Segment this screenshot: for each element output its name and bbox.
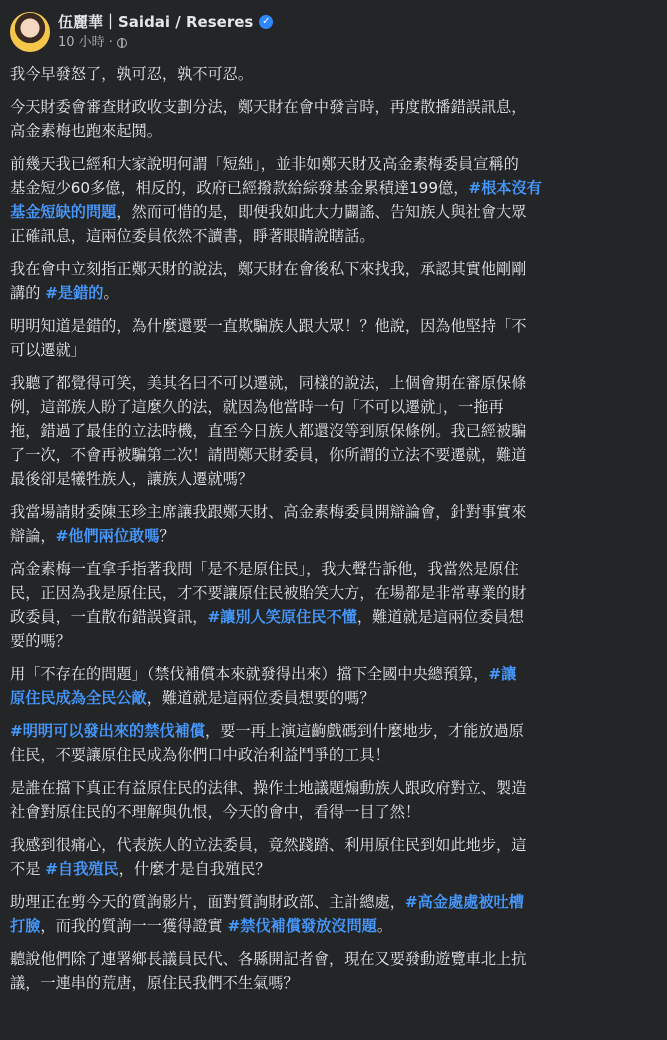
hashtag-link[interactable]: #高金處處被吐槽 打臉 (10, 893, 524, 935)
post-text: ，而我的質詢一一獲得證實 (40, 917, 228, 935)
post-paragraph (10, 662, 657, 710)
post-paragraph (10, 152, 657, 248)
post-text: 我聽了都覺得可笑，美其名曰不可以遷就，同樣的說法，上個會期在審原保條 例，這部族人盼了這麼久的法，就因為他當時一句「不可以遷就」，一拖再 拖，錯過了最佳的立法時機，直至今日族人都還沒等到原保條例。我已經被騙 了一次，不會再被騙第二次！請問鄭天財委員，你所謂的立法不要遷就，難道 最後卻是犧牲族人，讓族人遷就嗎？ (10, 374, 527, 488)
post-time[interactable]: 10 小時 (58, 35, 105, 50)
post-paragraph (10, 776, 657, 824)
post-time-row (58, 34, 273, 52)
post-paragraph (10, 257, 657, 305)
hashtag-link[interactable]: #根本沒有 基金短缺的問題 (10, 179, 542, 221)
globe-icon[interactable] (117, 38, 127, 48)
post-paragraph (10, 557, 657, 653)
hashtag-link[interactable]: #讓別人笑原住民不懂 (207, 608, 357, 626)
post-text: 助理正在剪今天的質詢影片，面對質詢財政部、主計總處， (10, 893, 405, 911)
post-paragraph (10, 833, 657, 881)
hashtag-link[interactable]: #他們兩位敢嗎 (55, 527, 160, 545)
hashtag-link[interactable]: #是錯的 (45, 284, 104, 302)
hashtag-link[interactable]: #自我殖民 (45, 860, 119, 878)
post-paragraphs (10, 62, 657, 995)
post-text: ，要一再上演這齣戲碼到什麼地步，才能放過原 住民，不要讓原住民成為你們口中政治利益鬥爭的工具！ (10, 722, 524, 764)
separator-dot: · (108, 35, 113, 50)
post-text: 我在會中立刻指正鄭天財的說法，鄭天財在會後私下來找我，承認其實他剛剛 講的 (10, 260, 527, 302)
post-text: 是誰在擋下真正有益原住民的法律、操作土地議題煽動族人跟政府對立、製造 社會對原住民的不理解與仇恨，今天的會中，看得一目了然！ (10, 779, 527, 821)
post-text: 今天財委會審查財政收支劃分法，鄭天財在會中發言時，再度散播錯誤訊息， 高金素梅也跑來起鬨。 (10, 98, 527, 140)
post-paragraph (10, 947, 657, 995)
post-paragraph (10, 314, 657, 362)
post-paragraph (10, 890, 657, 938)
post-text: ？ (159, 527, 175, 545)
author-meta (58, 12, 273, 52)
hashtag-link[interactable]: #讓 原住民成為全民公敵 (10, 665, 517, 707)
post-text: 我感到很痛心，代表族人的立法委員，竟然踐踏、利用原住民到如此地步，這 不是 (10, 836, 527, 878)
verified-check-icon: ✓ (259, 15, 273, 29)
post-text: 高金素梅一直拿手指著我問「是不是原住民」，我大聲告訴他，我當然是原住 民，正因為我是原住民，才不要讓原住民被貽笑大方，在場都是非常專業的財 政委員，一直散布錯誤資訊， (10, 560, 527, 626)
hashtag-link[interactable]: #禁伐補償發放沒問題 (227, 917, 377, 935)
post-text: ，然而可惜的是，即便我如此大力闢謠、告知族人與社會大眾 正確訊息，這兩位委員依然不讀書，睜著眼睛說瞎話。 (10, 203, 527, 245)
post-text: 前幾天我已經和大家說明何謂「短絀」，並非如鄭天財及高金素梅委員宣稱的 基金短少60多億，相反的，政府已經撥款給綜發基金累積達199億， (10, 155, 519, 197)
post-text: 我當場請財委陳玉珍主席讓我跟鄭天財、高金素梅委員開辯論會，針對事實來 辯論， (10, 503, 527, 545)
post-paragraph (10, 371, 657, 491)
author-name[interactable]: 伍麗華｜Saidai / Reseres (58, 13, 254, 31)
post-text: ，什麼才是自我殖民？ (118, 860, 271, 878)
hashtag-link[interactable]: #明明可以發出來的禁伐補償 (10, 722, 205, 740)
post-paragraph (10, 719, 657, 767)
post-paragraph (10, 500, 657, 548)
post-text: 聽說他們除了連署鄉長議員民代、各縣開記者會，現在又要發動遊覽車北上抗 議，一連串的荒唐，原住民我們不生氣嗎？ (10, 950, 527, 992)
post-text: 用「不存在的問題」（禁伐補償本來就發得出來）擋下全國中央總預算， (10, 665, 489, 683)
author-avatar[interactable] (10, 12, 50, 52)
post-content (10, 62, 657, 1004)
post-text: 我今早發怒了，孰可忍，孰不可忍。 (10, 65, 253, 83)
post-text: 。 (103, 284, 119, 302)
post-text: ，難道就是這兩位委員想要的嗎？ (146, 689, 375, 707)
post-header (10, 10, 273, 54)
post-text: 。 (376, 917, 393, 935)
post-paragraph (10, 62, 657, 86)
post-text: ，難道就是這兩位委員想 要的嗎？ (10, 608, 524, 650)
post-paragraph (10, 95, 657, 143)
author-row (58, 12, 273, 32)
post-text: 明明知道是錯的，為什麼還要一直欺騙族人跟大眾！？他說，因為他堅持「不 可以遷就」 (10, 317, 527, 359)
